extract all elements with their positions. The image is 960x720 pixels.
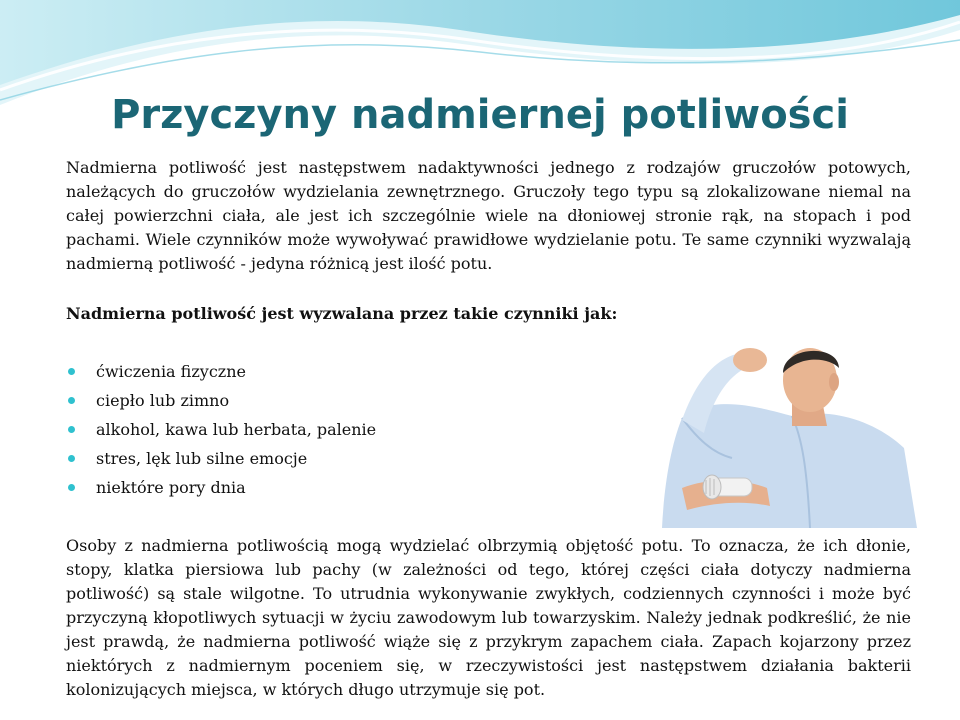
list-item-text: alkohol, kawa lub herbata, palenie	[96, 420, 377, 439]
list-item-text: ćwiczenia fizyczne	[96, 362, 246, 381]
list-item	[66, 360, 376, 389]
factors-list	[66, 360, 376, 505]
bullet-icon	[68, 484, 75, 491]
slide-title: Przyczyny nadmiernej potliwości	[111, 92, 849, 138]
factors-heading: Nadmierna potliwość jest wyzwalana przez takie czynniki jak:	[66, 304, 618, 323]
list-item-text: ciepło lub zimno	[96, 391, 230, 410]
closing-paragraph: Osoby z nadmierna potliwością mogą wydzielać olbrzymią objętość potu. To oznacza, że ich dłonie, stopy, klatka piersiowa lub pachy (w zależności od tego, której części ciała dotyczy nadmierna potliwość) są stale wilgotne. To utrudnia wykonywanie zwykłych, codziennych czynności i może być przyczyną kłopotliwych sytuacji w życiu zawodowym lub towarzyskim. Należy jednak podkreślić, że nie jest prawdą, że nadmierna potliwość wiąże się z przykrym zapachem ciała. Zapach kojarzony przez niektórych z nadmiernym poceniem się, w rzeczywistości jest następstwem działania bakterii kolonizujących miejsca, w których długo utrzymuje się pot.	[66, 536, 911, 699]
list-item	[66, 418, 376, 447]
bullet-icon	[68, 426, 75, 433]
list-item	[66, 447, 376, 476]
intro-paragraph: Nadmierna potliwość jest następstwem nadaktywności jednego z rodzajów gruczołów potowych, należących do gruczołów wydzielania zewnętrznego. Gruczoły tego typu są zlokalizowane niemal na całej powierzchni ciała, ale jest ich szczególnie wiele na dłoniowej stronie rąk, na stopach i pod pachami. Wiele czynników może wywoływać prawidłowe wydzielanie potu. Te same czynniki wyzwalają nadmierną potliwość - jedyna różnicą jest ilość potu.	[66, 158, 911, 273]
list-item	[66, 476, 376, 505]
bullet-icon	[68, 455, 75, 462]
man-drying-armpit-photo	[642, 338, 920, 528]
bullet-icon	[68, 368, 75, 375]
list-item	[66, 389, 376, 418]
list-item-text: niektóre pory dnia	[96, 478, 246, 497]
bullet-icon	[68, 397, 75, 404]
list-item-text: stres, lęk lub silne emocje	[96, 449, 308, 468]
